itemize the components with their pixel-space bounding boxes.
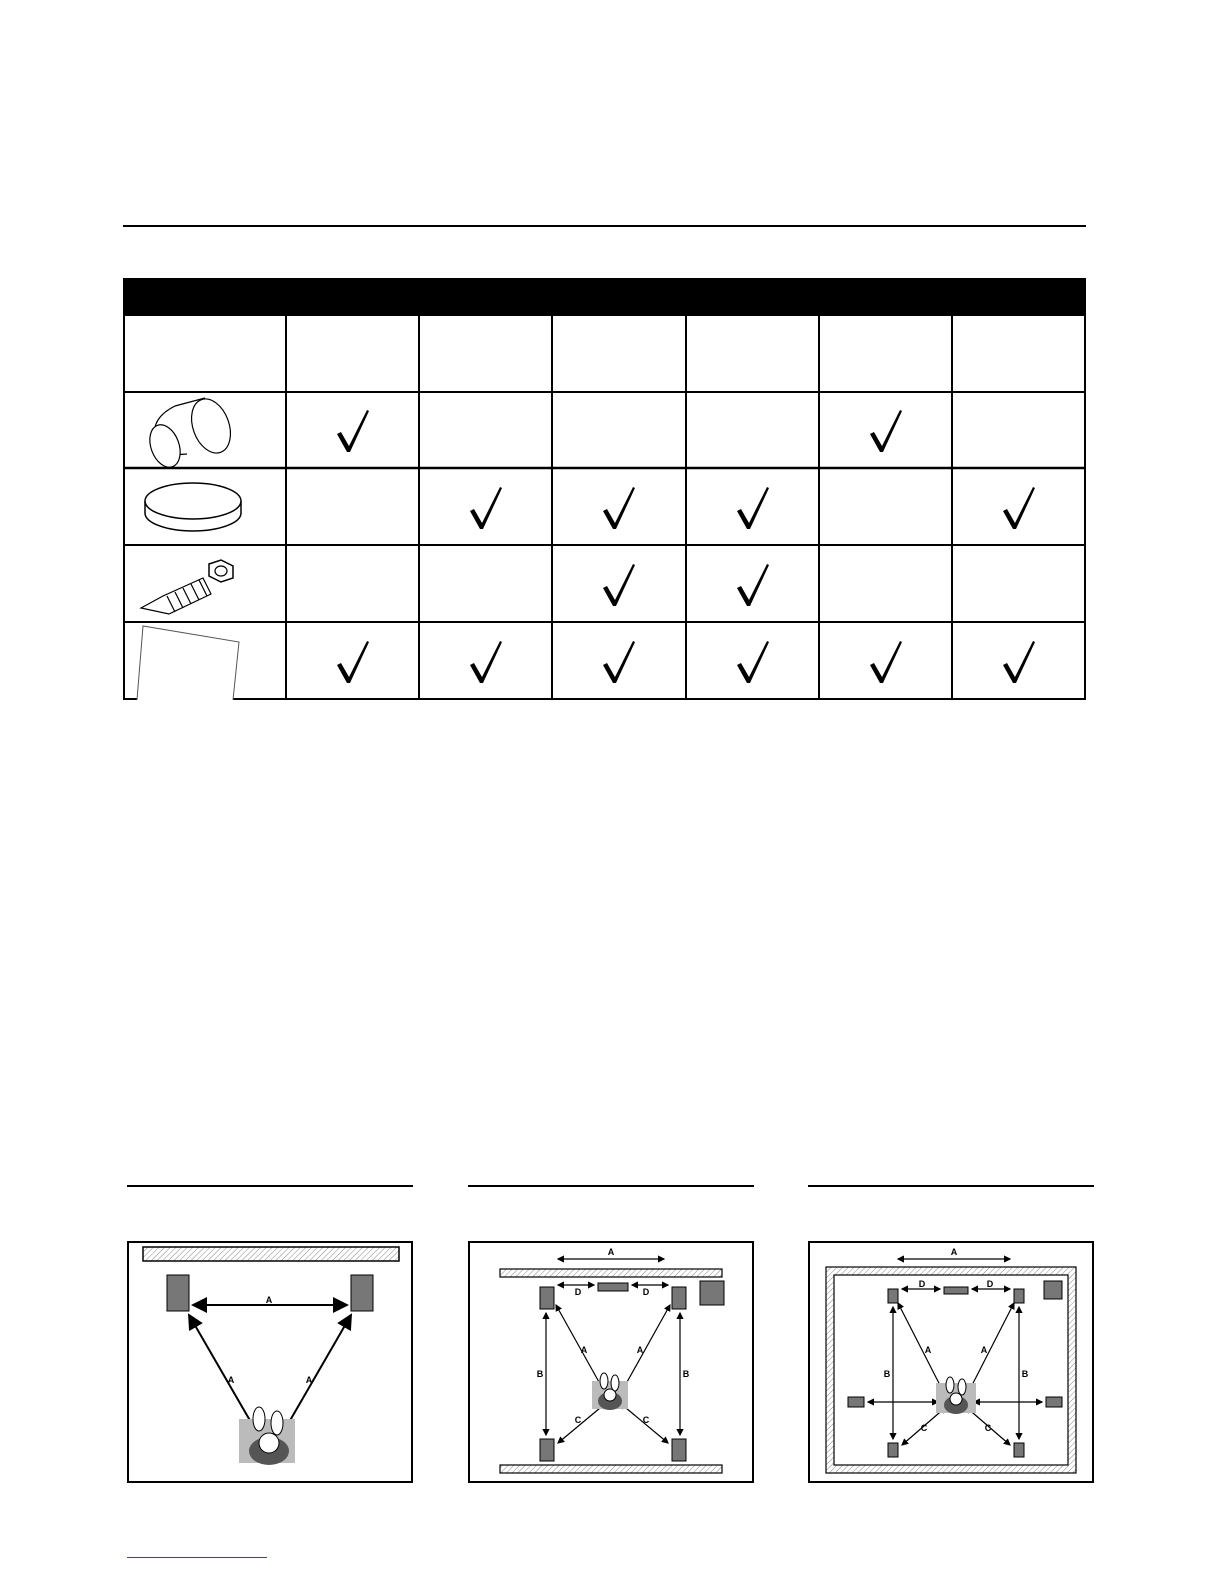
- diagram-rule-3: [808, 1185, 1094, 1187]
- label-a-2: A: [227, 1375, 235, 1385]
- header-rule: [123, 225, 1086, 227]
- footer-link-underline[interactable]: [127, 1557, 267, 1558]
- check-mark-icon: [466, 639, 506, 685]
- diagram-rule-1: [127, 1185, 413, 1187]
- check-mark-icon: [866, 639, 906, 685]
- svg-text:A: A: [924, 1345, 932, 1355]
- check-mark-icon: [599, 639, 639, 685]
- svg-text:D: D: [986, 1279, 994, 1289]
- table-header-bar: [123, 278, 1086, 316]
- left-speaker: [167, 1275, 189, 1311]
- check-mark-icon: [599, 485, 639, 531]
- svg-text:B: B: [682, 1369, 690, 1379]
- check-mark-icon: [466, 485, 506, 531]
- svg-text:A: A: [980, 1345, 988, 1355]
- svg-text:C: C: [920, 1423, 928, 1433]
- svg-text:B: B: [883, 1369, 891, 1379]
- check-mark-icon: [599, 562, 639, 608]
- check-mark-icon: [733, 485, 773, 531]
- cylinder-foot-icon: [144, 394, 237, 472]
- svg-text:A: A: [950, 1247, 958, 1257]
- check-mark-icon: [866, 408, 906, 454]
- svg-text:D: D: [574, 1287, 582, 1297]
- svg-text:A: A: [636, 1345, 644, 1355]
- svg-text:C: C: [642, 1415, 650, 1425]
- check-mark-icon: [333, 639, 373, 685]
- spike-and-nut-icon: [141, 560, 233, 614]
- svg-text:B: B: [1021, 1369, 1029, 1379]
- stereo-layout-diagram: [127, 1241, 413, 1483]
- svg-text:A: A: [607, 1247, 615, 1257]
- rubber-pad-icon: [145, 483, 241, 531]
- right-speaker: [351, 1275, 373, 1311]
- svg-text:C: C: [984, 1423, 992, 1433]
- svg-text:D: D: [918, 1279, 926, 1289]
- check-mark-icon: [333, 408, 373, 454]
- four-channel-layout-diagram: [468, 1241, 754, 1483]
- check-mark-icon: [733, 639, 773, 685]
- check-mark-icon: [999, 639, 1039, 685]
- check-mark-icon: [733, 562, 773, 608]
- check-mark-icon: [999, 485, 1039, 531]
- label-a-3: A: [305, 1375, 313, 1385]
- paper-sheet-icon: [137, 626, 239, 700]
- svg-text:D: D: [642, 1287, 650, 1297]
- svg-text:B: B: [536, 1369, 544, 1379]
- label-a-1: A: [265, 1295, 273, 1305]
- svg-text:A: A: [580, 1345, 588, 1355]
- accessory-compatibility-table: [123, 278, 1086, 700]
- six-channel-layout-diagram: [808, 1241, 1094, 1483]
- svg-text:C: C: [574, 1415, 582, 1425]
- diagram-rule-2: [468, 1185, 754, 1187]
